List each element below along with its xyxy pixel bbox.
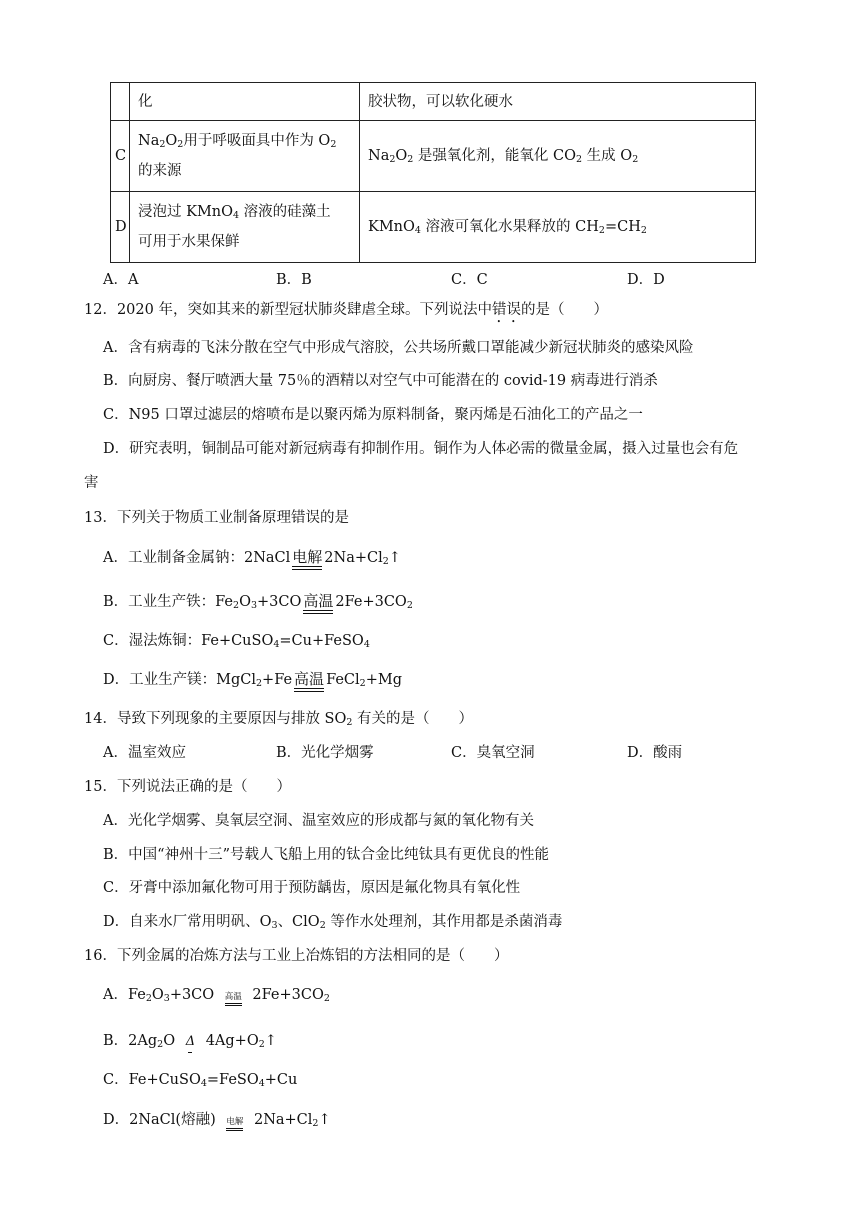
table-cell-right: KMnO$_4$ 溶液可氧化水果释放的 $CH_2=CH_2$ [360, 192, 756, 263]
q15-option-d[interactable]: D．自来水厂常用明矾、$O_3$、ClO$_2$ 等作水处理剂，其作用都是杀菌消毒 [103, 914, 563, 931]
q12-option-d-continued: 害 [84, 475, 99, 491]
reaction-condition: 高温 [225, 992, 242, 1006]
q12-option-a[interactable]: A．含有病毒的飞沫分散在空气中形成气溶胶，公共场所戴口罩能减少新冠状肺炎的感染风险 [103, 340, 694, 356]
q14-option-d[interactable]: D．酸雨 [627, 745, 683, 761]
q13-option-c[interactable]: C．湿法炼铜：Fe+CuSO$_4$=Cu+FeSO$_4$ [103, 633, 370, 650]
q16-option-b[interactable]: B．$2Ag_2O$ Δ $4Ag+O_2↑$ [103, 1031, 277, 1055]
reaction-condition: 电解 [292, 549, 322, 570]
table-row [111, 121, 756, 192]
q12-stem: 12．2020 年，突如其来的新型冠状肺炎肆虐全球。下列说法中错误的是（ ） [84, 302, 608, 318]
q11-option-a[interactable]: A．A [103, 272, 139, 288]
table-cell-right: $Na_2O_2$ 是强氧化剂，能氧化 $CO_2$ 生成 $O_2$ [360, 121, 756, 192]
table-cell-left: $Na_2O_2$用于呼吸面具中作为 $O_2$ 的来源 [130, 121, 360, 192]
q12-option-b[interactable]: B．向厨房、餐厅喷洒大量 75％的酒精以对空气中可能潜在的 covid-19 病毒进行消杀 [103, 373, 658, 389]
q16-stem: 16．下列金属的冶炼方法与工业上冶炼铝的方法相同的是（ ） [84, 948, 509, 964]
q14-stem: 14．导致下列现象的主要原因与排放 $SO_2$ 有关的是（ ） [84, 711, 474, 728]
q14-option-a[interactable]: A．温室效应 [103, 745, 186, 761]
q16-option-c[interactable]: C．Fe+CuSO$_4$=FeSO$_4$+Cu [103, 1072, 298, 1089]
q12-option-c[interactable]: C．N95 口罩过滤层的熔喷布是以聚丙烯为原料制备，聚丙烯是石油化工的产品之一 [103, 407, 643, 423]
table-cell-left: 化 [130, 83, 360, 121]
q13-option-b[interactable]: B．工业生产铁：$Fe_2O_3+3CO$ 高温 $2Fe+3CO_2$ [103, 592, 413, 614]
q16-option-a[interactable]: A．$Fe_2O_3+3CO$ 高温 $2Fe+3CO_2$ [103, 987, 330, 1004]
table-cell-letter: D [111, 192, 130, 263]
q13-option-d[interactable]: D．工业生产镁：MgCl$_2$+Fe 高温 FeCl$_2$+Mg [103, 670, 402, 692]
reaction-condition: 高温 [294, 671, 324, 692]
table-row [111, 83, 756, 121]
q13-stem: 13．下列关于物质工业制备原理错误的是 [84, 510, 349, 526]
q11-option-b[interactable]: B．B [276, 272, 312, 288]
table-cell-right: 胶状物，可以软化硬水 [360, 83, 756, 121]
table-row [111, 192, 756, 263]
q13-option-a[interactable]: A．工业制备金属钠：2NaCl 电解 $2Na+Cl_2↑$ [103, 548, 401, 570]
table-cell-letter [111, 83, 130, 121]
q15-option-a[interactable]: A．光化学烟雾、臭氧层空洞、温室效应的形成都与氮的氧化物有关 [103, 813, 534, 829]
reaction-condition: Δ [186, 1035, 195, 1055]
q15-option-c[interactable]: C．牙膏中添加氟化物可用于预防龋齿，原因是氟化物具有氧化性 [103, 880, 521, 896]
answer-table [110, 82, 756, 263]
q15-option-b[interactable]: B．中国“神州十三”号载人飞船上用的钛合金比纯钛具有更优良的性能 [103, 847, 549, 863]
q11-option-c[interactable]: C．C [451, 272, 488, 288]
q15-stem: 15．下列说法正确的是（ ） [84, 779, 291, 795]
reaction-condition: 高温 [303, 593, 333, 614]
q14-option-c[interactable]: C．臭氧空洞 [451, 745, 535, 761]
q16-option-d[interactable]: D．2NaCl(熔融) 电解 $2Na+Cl_2↑$ [103, 1112, 331, 1129]
reaction-condition: 电解 [226, 1117, 243, 1131]
table-cell-left: 浸泡过 KMnO$_4$ 溶液的硅藻土 可用于水果保鲜 [130, 192, 360, 263]
q12-option-d[interactable]: D．研究表明，铜制品可能对新冠病毒有抑制作用。铜作为人体必需的微量金属，摄入过量也会有危 [103, 441, 739, 457]
table-cell-letter: C [111, 121, 130, 192]
q11-option-d[interactable]: D．D [627, 272, 665, 288]
q14-option-b[interactable]: B．光化学烟雾 [276, 745, 374, 761]
